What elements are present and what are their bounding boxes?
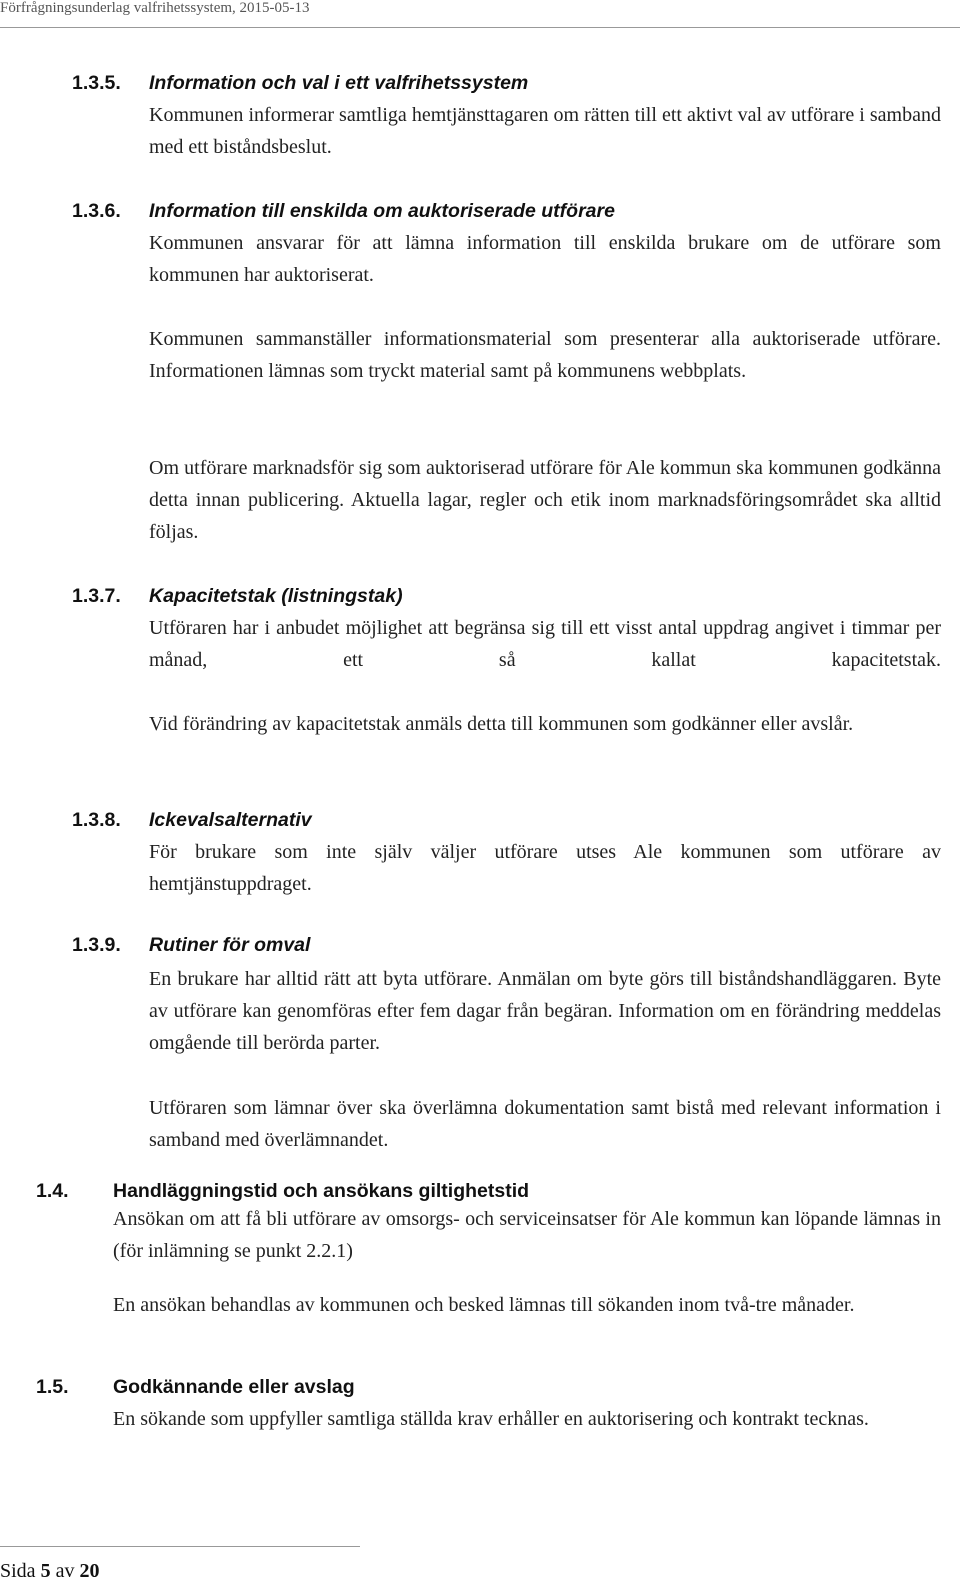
section-title-1-3-5: Information och val i ett valfrihetssystem <box>149 72 529 94</box>
section-number-1-3-6: 1.3.6. <box>72 200 121 222</box>
section-title-1-3-6: Information till enskilda om auktoriserade utförare <box>149 200 615 222</box>
section-number-1-5: 1.5. <box>36 1376 69 1398</box>
running-header <box>0 0 310 17</box>
paragraph-1-5-a: En sökande som uppfyller samtliga ställda krav erhåller en auktorisering och kontrakt tecknas. <box>113 1408 869 1430</box>
section-number-1-4: 1.4. <box>36 1180 69 1202</box>
section-title-1-5: Godkännande eller avslag <box>113 1376 355 1398</box>
footer-page-total: 20 <box>79 1560 100 1582</box>
paragraph-1-3-9-b: Utföraren som lämnar över ska överlämna dokumentation samt bistå med relevant information i samband med överlämnandet. <box>149 1097 941 1151</box>
header-text: Förfrågningsunderlag valfrihetssystem, 2015-05-13 <box>0 0 310 16</box>
section-title-1-3-9: Rutiner för omval <box>149 934 311 956</box>
header-rule <box>0 27 960 28</box>
section-number-1-3-9: 1.3.9. <box>72 934 121 956</box>
page-footer <box>0 1560 99 1583</box>
paragraph-1-3-6-a: Kommunen ansvarar för att lämna information till enskilda brukare om de utförare som kommunen har auktoriserat. <box>149 232 941 286</box>
section-number-1-3-8: 1.3.8. <box>72 809 121 831</box>
footer-prefix: Sida <box>0 1560 41 1582</box>
paragraph-1-4-b: En ansökan behandlas av kommunen och besked lämnas till sökanden inom två-tre månader. <box>113 1294 855 1316</box>
section-title-1-4: Handläggningstid och ansökans giltighetstid <box>113 1180 530 1202</box>
paragraph-1-3-7-b: Vid förändring av kapacitetstak anmäls detta till kommunen som godkänner eller avslår. <box>149 713 854 735</box>
paragraph-1-3-8-a: För brukare som inte själv väljer utförare utses Ale kommunen som utförare av hemtjänstuppdraget. <box>149 841 941 895</box>
paragraph-1-3-6-c: Om utförare marknadsför sig som auktoriserad utförare för Ale kommun ska kommunen godkänna detta innan publicering. Aktuella lagar, regler och etik inom marknadsföringsområdet ska alltid följas. <box>149 457 941 543</box>
paragraph-1-4-a: Ansökan om att få bli utförare av omsorgs- och serviceinsatser för Ale kommun kan löpande lämnas in (för inlämning se punkt 2.2.1) <box>113 1208 941 1262</box>
footer-middle: av <box>50 1560 80 1582</box>
paragraph-1-3-6-b: Kommunen sammanställer informationsmaterial som presenterar alla auktoriserade utförare. Informationen lämnas som tryckt material samt på kommunens webbplats. <box>149 328 941 382</box>
paragraph-1-3-9-a: En brukare har alltid rätt att byta utförare. Anmälan om byte görs till biståndshandläggaren. Byte av utförare kan genomföras efter fem dagar från begäran. Information om en förändring meddelas omgående till berörda parter. <box>149 968 941 1054</box>
section-number-1-3-5: 1.3.5. <box>72 72 121 94</box>
section-number-1-3-7: 1.3.7. <box>72 585 121 607</box>
section-title-1-3-7: Kapacitetstak (listningstak) <box>149 585 403 607</box>
footer-page-number: 5 <box>40 1560 51 1582</box>
section-title-1-3-8: Ickevalsalternativ <box>149 809 312 831</box>
paragraph-1-3-5-a: Kommunen informerar samtliga hemtjänsttagaren om rätten till ett aktivt val av utförare i samband med ett biståndsbeslut. <box>149 104 941 158</box>
footer-rule <box>0 1546 360 1547</box>
paragraph-1-3-7-a: Utföraren har i anbudet möjlighet att begränsa sig till ett visst antal uppdrag angivet i timmar per månad, ett så kallat kapacitetstak. <box>149 617 941 671</box>
